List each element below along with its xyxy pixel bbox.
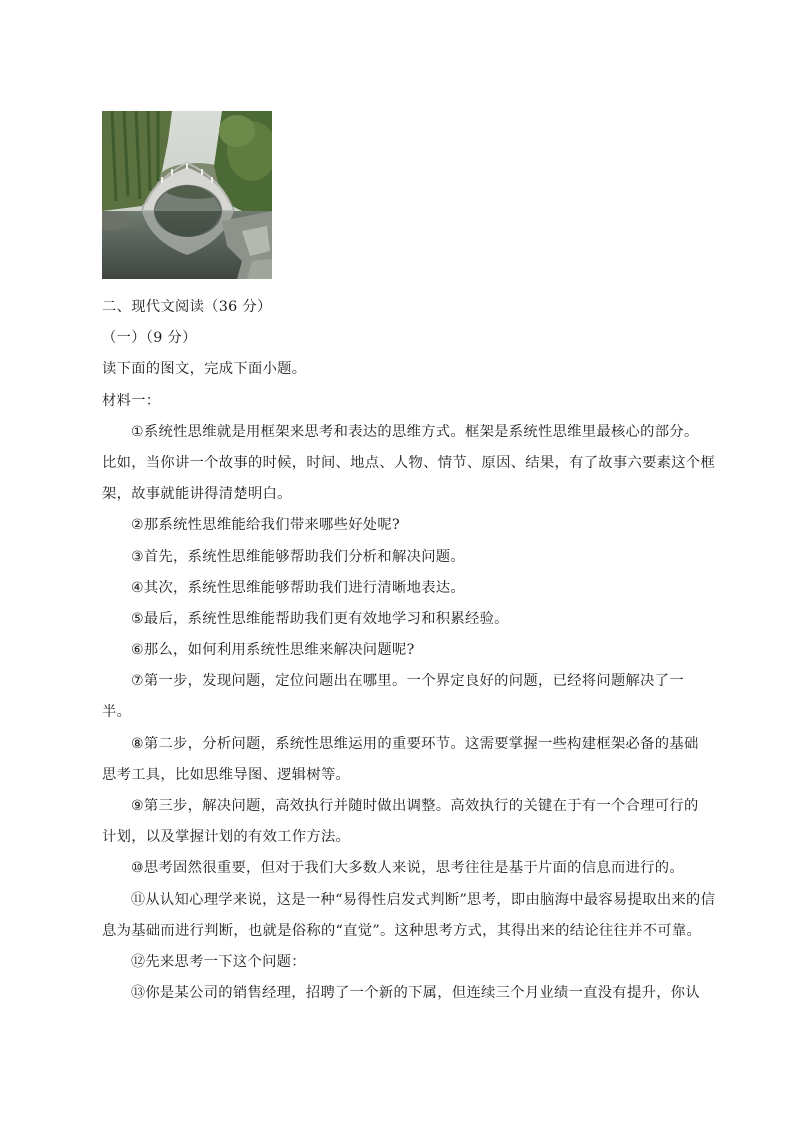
paragraph-number: ② [131,517,144,534]
paragraph-number: ⑧ [131,735,144,752]
paragraph-1 [102,417,697,448]
paragraph-4 [102,573,697,604]
paragraph-number: ⑬ [131,985,146,1002]
paragraph-7-line-2: 半。 [102,704,132,721]
paragraph-7 [102,666,697,697]
paragraph-text: 那么，如何利用系统性思维来解决问题呢? [143,642,415,659]
paragraph-6 [102,635,697,666]
bridge-photo [102,111,272,279]
paragraph-8-line-2: 思考工具，比如思维导图、逻辑树等。 [102,766,351,783]
paragraph-number: ③ [131,548,144,565]
paragraph-12 [102,947,697,978]
paragraph-text: 最后，系统性思维能帮助我们更有效地学习和积累经验。 [143,610,509,627]
section-title: 二、现代文阅读（36 分） [102,299,272,315]
paragraph-number: ⑨ [131,798,144,814]
paragraph-number: ④ [131,579,144,596]
paragraph-text: 你是某公司的销售经理，招聘了一个新的下属，但连续三个月业绩一直没有提升，你认 [145,985,700,1002]
material-label: 材料一： [102,392,161,409]
paragraph-number: ⑤ [131,610,144,627]
paragraph-text: 第三步，解决问题，高效执行并随时做出调整。高效执行的关键在于有一个合理可行的 [143,798,699,814]
instruction-text: 读下面的图文，完成下面小题。 [102,361,307,378]
paragraph-5 [102,604,697,635]
paragraph-number: ⑪ [131,891,146,908]
paragraph-text: 系统性思维就是用框架来思考和表达的思维方式。框架是系统性思维里最核心的部分。 [143,423,699,440]
paragraph-11 [102,885,716,916]
paragraph-2 [102,510,697,541]
paragraph-number: ⑫ [131,953,146,970]
paragraph-text: 思考固然很重要，但对于我们大多数人来说，思考往往是基于片面的信息而进行的。 [143,860,684,877]
paragraph-text: 首先，系统性思维能够帮助我们分析和解决问题。 [143,548,465,565]
paragraph-text: 其次，系统性思维能够帮助我们进行清晰地表达。 [143,579,465,596]
paragraph-text: 先来思考一下这个问题： [145,953,306,970]
paragraph-number: ⑦ [131,673,144,690]
paragraph-11-line-2: 息为基础而进行判断，也就是俗称的“直觉”。这种思考方式，其得出来的结论往往并不可靠。 [102,922,702,939]
paragraph-13 [102,978,700,1009]
paragraph-9-line-2: 计划，以及掌握计划的有效工作方法。 [102,829,351,846]
paragraph-10 [102,853,697,884]
paragraph-text: 第一步，发现问题，定位问题出在哪里。一个界定良好的问题，已经将问题解决了一 [143,673,684,690]
paragraph-text: 从认知心理学来说，这是一种“易得性启发式判断”思考，即由脑海中最容易提取出来的信 [145,891,716,908]
paragraph-1-line-3: 架，故事就能讲得清楚明白。 [102,486,292,503]
paragraph-9 [102,791,697,822]
paragraph-number: ① [131,423,144,440]
paragraph-number: ⑩ [131,860,144,877]
paragraph-8 [102,729,697,760]
subsection-title: （一）（9 分） [102,330,197,347]
reading-section [102,292,716,1009]
paragraph-text: 那系统性思维能给我们带来哪些好处呢? [143,517,400,534]
paragraph-1-line-2: 比如，当你讲一个故事的时候，时间、地点、人物、情节、原因、结果，有了故事六要素这个框 [102,454,716,471]
paragraph-number: ⑥ [131,642,144,659]
paragraph-3 [102,542,697,573]
paragraph-text: 第二步，分析问题，系统性思维运用的重要环节。这需要掌握一些构建框架必备的基础 [143,735,699,752]
